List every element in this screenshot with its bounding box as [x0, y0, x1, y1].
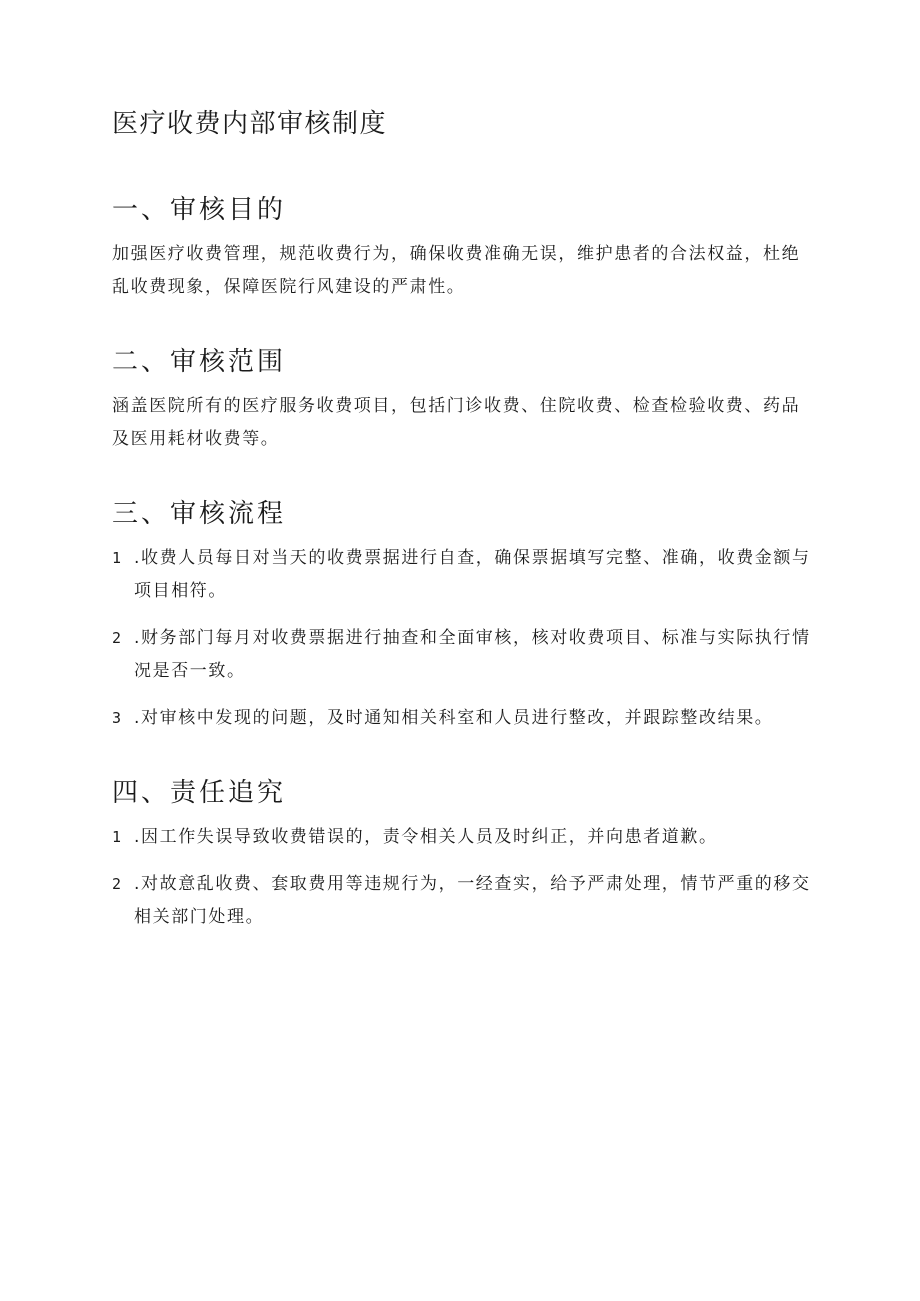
list-item [112, 542, 824, 608]
list-item-text: .对审核中发现的问题，及时通知相关科室和人员进行整改，并跟踪整改结果。 [134, 708, 774, 728]
process-list [112, 542, 812, 735]
section-heading: 三、审核流程 [112, 499, 287, 529]
section-scope [112, 340, 812, 456]
list-item [112, 622, 824, 688]
list-item-text: .收费人员每日对当天的收费票据进行自查，确保票据填写完整、准确，收费金额与项目相符。 [134, 548, 811, 601]
list-item [112, 868, 824, 934]
list-item-text: .因工作失误导致收费错误的，责令相关人员及时纠正，并向患者道歉。 [134, 827, 718, 847]
list-item-number: 2 [112, 875, 122, 893]
list-item-number: 2 [112, 629, 122, 647]
section-purpose [112, 188, 812, 304]
list-item-text: .对故意乱收费、套取费用等违规行为，一经查实，给予严肃处理，情节严重的移交相关部门处理。 [134, 874, 811, 927]
list-item-number: 3 [112, 709, 122, 727]
section-heading: 二、审核范围 [112, 347, 287, 377]
section-heading: 一、审核目的 [112, 195, 287, 225]
section-accountability [112, 771, 812, 934]
accountability-list [112, 821, 812, 934]
section-process [112, 492, 812, 735]
list-item [112, 702, 824, 735]
list-item-number: 1 [112, 549, 122, 567]
section-paragraph: 涵盖医院所有的医疗服务收费项目，包括门诊收费、住院收费、检查检验收费、药品及医用耗材收费等。 [112, 396, 801, 449]
list-item-text: .财务部门每月对收费票据进行抽查和全面审核，核对收费项目、标准与实际执行情况是否一致。 [134, 628, 811, 681]
document-title: 医疗收费内部审核制度 [112, 109, 388, 139]
document-page [112, 98, 812, 970]
section-paragraph: 加强医疗收费管理，规范收费行为，确保收费准确无误，维护患者的合法权益，杜绝乱收费现象，保障医院行风建设的严肃性。 [112, 244, 801, 297]
section-heading: 四、责任追究 [112, 778, 287, 808]
list-item [112, 821, 824, 854]
list-item-number: 1 [112, 828, 122, 846]
